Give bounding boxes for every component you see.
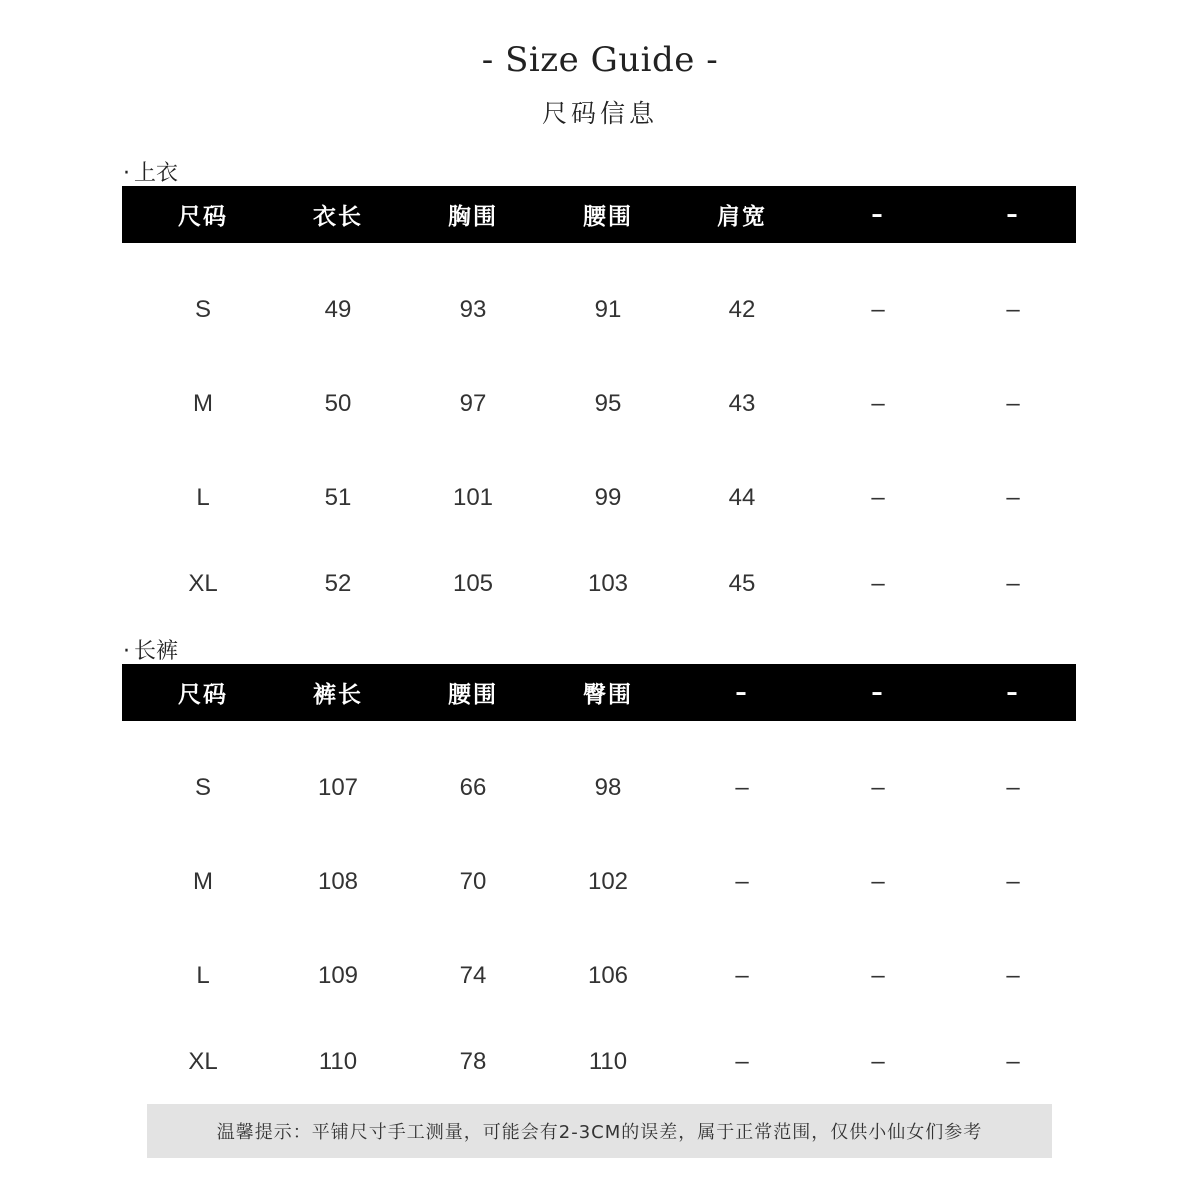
table-cell: 52 [324,570,352,597]
table-cell: – [1006,1048,1020,1075]
table-cell: 110 [588,1048,628,1075]
table-row [122,478,1076,518]
pants-header-cell: 裤长 [313,682,363,708]
table-cell: 42 [728,296,756,323]
section-label-tops: · 上衣 [123,161,179,186]
table-row [122,564,1076,604]
table-cell: 95 [594,390,622,417]
table-cell: 74 [459,962,487,989]
table-cell: – [1006,868,1020,895]
tops-header-cell: – [1006,201,1020,228]
table-cell: M [193,390,213,417]
table-cell: 51 [324,484,352,511]
table-row [122,768,1076,808]
table-row [122,1042,1076,1082]
pants-header-cell: – [871,679,885,706]
pants-header-cell: 腰围 [448,682,498,708]
table-cell: XL [188,570,218,597]
tops-header-cell: 胸围 [448,204,498,230]
table-cell: L [196,962,210,989]
table-cell: XL [188,1048,218,1075]
table-cell: 43 [728,390,756,417]
tops-header-cell: 尺码 [178,204,228,230]
pants-header-row [122,664,1076,721]
table-cell: 101 [452,484,494,511]
table-cell: – [1006,774,1020,801]
table-cell: – [871,868,885,895]
page-subtitle: 尺码信息 [541,99,658,128]
tops-header-cell: 腰围 [583,204,633,230]
table-cell: – [871,484,885,511]
table-cell: – [871,296,885,323]
table-row [122,956,1076,996]
tops-header-cell: 衣长 [313,204,363,230]
table-cell: – [871,962,885,989]
table-cell: – [735,962,749,989]
table-cell: 98 [594,774,622,801]
table-cell: – [735,774,749,801]
pants-header-cell: – [735,679,749,706]
pants-header-cell: 臀围 [583,682,633,708]
pants-header-cell: 尺码 [178,682,228,708]
table-cell: – [735,868,749,895]
table-cell: – [735,1048,749,1075]
table-cell: – [1006,484,1020,511]
section-label-pants: · 长裤 [123,639,179,664]
section-label-tops-text: 上衣 [134,161,179,186]
pants-header-cell: – [1006,679,1020,706]
table-cell: 109 [317,962,359,989]
table-cell: 99 [594,484,622,511]
table-cell: – [871,1048,885,1075]
table-cell: – [1006,962,1020,989]
page-title: - Size Guide - [481,40,719,80]
table-cell: – [871,390,885,417]
table-cell: 91 [594,296,622,323]
table-cell: – [871,774,885,801]
table-row [122,384,1076,424]
table-cell: 102 [587,868,629,895]
table-cell: – [871,570,885,597]
table-cell: 97 [459,390,487,417]
table-cell: 44 [728,484,756,511]
table-cell: 50 [324,390,352,417]
table-cell: 78 [459,1048,487,1075]
table-cell: – [1006,390,1020,417]
table-cell: 108 [317,868,359,895]
table-cell: 93 [459,296,487,323]
table-cell: S [194,296,211,323]
table-cell: 106 [587,962,629,989]
table-cell: 103 [587,570,629,597]
section-label-pants-text: 长裤 [134,639,179,664]
table-row [122,290,1076,330]
table-cell: 110 [318,1048,358,1075]
table-cell: S [194,774,211,801]
table-cell: – [1006,296,1020,323]
table-cell: L [196,484,210,511]
table-cell: 105 [452,570,494,597]
tops-header-row [122,186,1076,243]
table-row [122,862,1076,902]
table-cell: M [193,868,213,895]
measurement-note: 温馨提示：平铺尺寸手工测量，可能会有2-3CM的误差，属于正常范围，仅供小仙女们参考 [147,1104,1052,1158]
table-cell: 107 [317,774,359,801]
table-cell: 66 [459,774,487,801]
table-cell: – [1006,570,1020,597]
tops-header-cell: – [871,201,885,228]
tops-header-cell: 肩宽 [717,204,767,230]
table-cell: 49 [324,296,352,323]
table-cell: 70 [459,868,487,895]
table-cell: 45 [728,570,756,597]
